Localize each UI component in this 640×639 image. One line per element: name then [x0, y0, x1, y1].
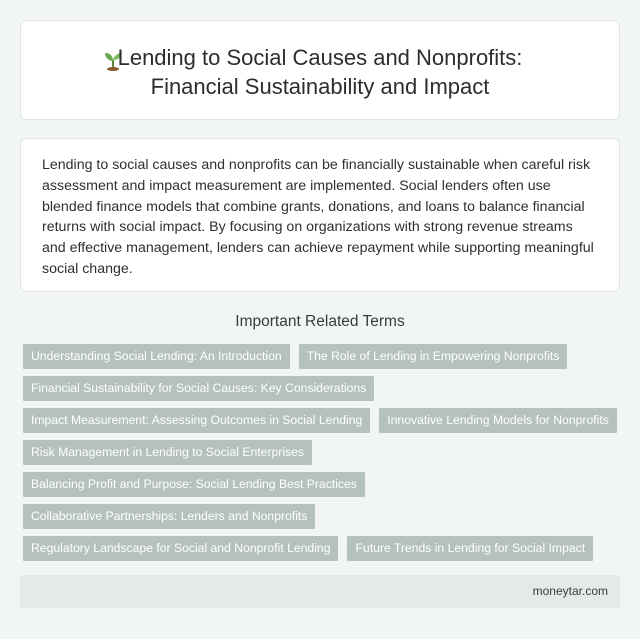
tag-row — [23, 440, 623, 465]
related-term-tag[interactable]: The Role of Lending in Empowering Nonprofits — [299, 344, 568, 369]
summary-card — [20, 138, 620, 292]
footer — [20, 575, 620, 608]
header-card — [20, 20, 620, 120]
related-terms-title: Important Related Terms — [235, 313, 405, 330]
tag-row — [23, 472, 623, 497]
title-line-2: Financial Sustainability and Impact — [150, 74, 490, 99]
related-term-tag[interactable]: Balancing Profit and Purpose: Social Lending Best Practices — [23, 472, 365, 497]
related-term-tag[interactable]: Understanding Social Lending: An Introduction — [23, 344, 290, 369]
related-term-tag[interactable]: Risk Management in Lending to Social Enterprises — [23, 440, 312, 465]
related-term-tag[interactable]: Future Trends in Lending for Social Impact — [347, 536, 593, 561]
tag-row — [23, 504, 623, 529]
related-term-tag[interactable]: Impact Measurement: Assessing Outcomes in Social Lending — [23, 408, 370, 433]
related-terms-list — [23, 344, 623, 568]
tag-row — [23, 376, 623, 401]
tag-row — [23, 408, 623, 433]
related-term-tag[interactable]: Collaborative Partnerships: Lenders and Nonprofits — [23, 504, 315, 529]
tag-row — [23, 536, 623, 561]
related-term-tag[interactable]: Innovative Lending Models for Nonprofits — [379, 408, 617, 433]
related-term-tag[interactable]: Financial Sustainability for Social Causes: Key Considerations — [23, 376, 374, 401]
tag-row — [23, 344, 623, 369]
related-term-tag[interactable]: Regulatory Landscape for Social and Nonprofit Lending — [23, 536, 338, 561]
page-title — [21, 43, 619, 101]
summary-text: Lending to social causes and nonprofits can be financially sustainable when careful risk assessment and impact measurement are implemented. Social lenders often use blended finance models that combine grants, donations, and loans to balance financial returns with social impact. By focusing on organizations with strong revenue streams and effective management, lenders can achieve repayment while supporting meaningful social change. — [42, 157, 594, 277]
title-line-1: Lending to Social Causes and Nonprofits: — [117, 45, 523, 70]
footer-site-link[interactable]: moneytar.com — [532, 584, 608, 598]
